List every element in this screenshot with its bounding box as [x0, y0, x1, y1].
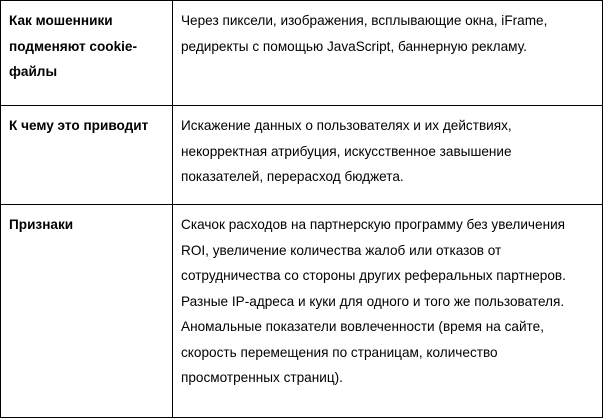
row-label-cookie-substitution: Как мошенники подменяют cookie-файлы — [1, 1, 173, 106]
table-row — [1, 205, 603, 418]
table-row — [1, 1, 603, 106]
row-label-consequences: К чему это приводит — [1, 106, 173, 205]
row-value-consequences: Искажение данных о пользователях и их действиях, некорректная атрибуция, искусственное завышение показателей, перерасход бюджета. — [173, 106, 603, 205]
row-value-signs: Скачок расходов на партнерскую программу без увеличения ROI, увеличение количества жалоб или отказов от сотрудничества со стороны других реферальных партнеров. Разные IP-адреса и куки для одного и того же пользователя. Аномальные показатели вовлеченности (время на сайте, скорость перемещения по страницам, количество просмотренных страниц). — [173, 205, 603, 418]
row-value-cookie-substitution: Через пиксели, изображения, всплывающие окна, iFrame, редиректы с помощью JavaScript, баннерную рекламу. — [173, 1, 603, 106]
row-label-signs: Признаки — [1, 205, 173, 418]
table-row — [1, 106, 603, 205]
